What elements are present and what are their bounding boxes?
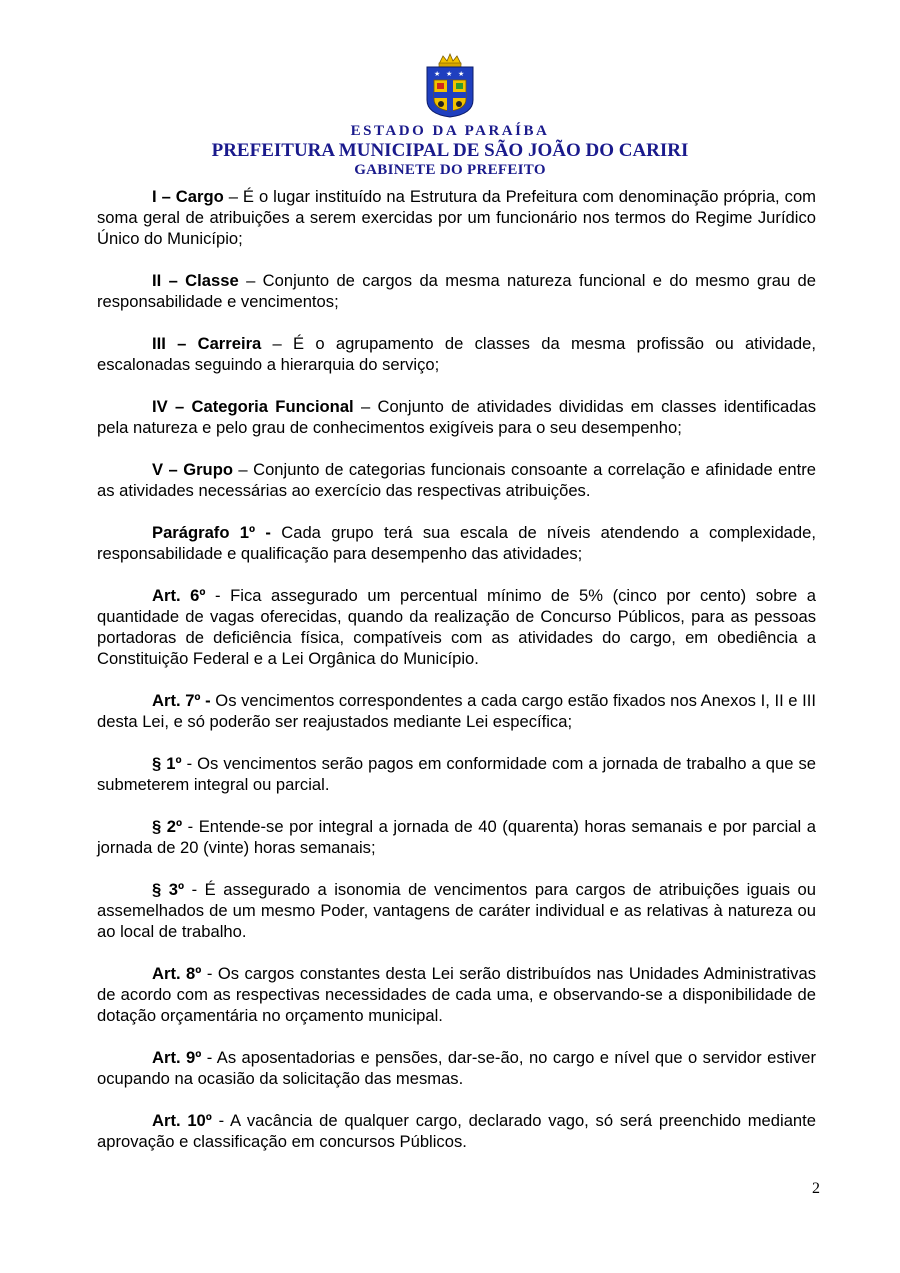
clause-text: – É o lugar instituído na Estrutura da Prefeitura com denominação própria, com soma geral de atribuições a serem exercidas por um funcionário nos termos do Regime Jurídico Único do Município; (97, 187, 816, 248)
clause-text: - Entende-se por integral a jornada de 40 (quarenta) horas semanais e por parcial a jornada de 20 (vinte) horas semanais; (97, 817, 816, 857)
article-7 (97, 690, 816, 732)
clause-label: III – Carreira (152, 334, 262, 353)
clause-label: Art. 7º - (152, 691, 211, 710)
svg-text:★: ★ (434, 70, 441, 78)
document-body (97, 186, 816, 1173)
clause-label: Art. 10º (152, 1111, 212, 1130)
clause-label: Art. 8º (152, 964, 202, 983)
municipality-name: PREFEITURA MUNICIPAL DE SÃO JOÃO DO CARIRI (211, 140, 689, 161)
section-2 (97, 816, 816, 858)
clause-label: IV – Categoria Funcional (152, 397, 354, 416)
clause-text: - A vacância de qualquer cargo, declarado vago, só será preenchido mediante aprovação e classificação em concursos Públicos. (97, 1111, 816, 1151)
svg-text:★: ★ (458, 70, 465, 78)
office-name: GABINETE DO PREFEITO (354, 162, 546, 178)
clause-label: Art. 9º (152, 1048, 202, 1067)
section-3 (97, 879, 816, 942)
clause-cargo (97, 186, 816, 249)
clause-text: - É assegurado a isonomia de vencimentos para cargos de atribuições iguais ou assemelhados de um mesmo Poder, vantagens de caráter individual e as relativas à natureza ou ao local de trabalho. (97, 880, 816, 941)
clause-label: Art. 6º (152, 586, 206, 605)
clause-text: – Conjunto de categorias funcionais consoante a correlação e afinidade entre as atividades necessárias ao exercício das respectivas atribuições. (97, 460, 816, 500)
clause-grupo (97, 459, 816, 501)
state-name: ESTADO DA PARAÍBA (350, 123, 550, 139)
clause-text: – Conjunto de cargos da mesma natureza funcional e do mesmo grau de responsabilidade e vencimentos; (97, 271, 816, 311)
clause-label: § 3º (152, 880, 185, 899)
clause-text: – É o agrupamento de classes da mesma profissão ou atividade, escalonadas seguindo a hierarquia do serviço; (97, 334, 816, 374)
clause-text: - Fica assegurado um percentual mínimo de 5% (cinco por cento) sobre a quantidade de vagas oferecidas, quando da realização de Concurso Públicos, para as pessoas portadoras de deficiência física, compatíveis com as atividades do cargo, em obediência a Constituição Federal e a Lei Orgânica do Município. (97, 586, 817, 668)
clause-categoria-funcional (97, 396, 816, 438)
page-number: 2 (812, 1180, 820, 1197)
clause-classe (97, 270, 816, 312)
clause-label: § 1º (152, 754, 182, 773)
clause-text: Os vencimentos correspondentes a cada cargo estão fixados nos Anexos I, II e III desta Lei, e só poderão ser reajustados mediante Lei específica; (97, 691, 816, 731)
clause-text: - As aposentadorias e pensões, dar-se-ão, no cargo e nível que o servidor estiver ocupando na ocasião da solicitação das mesmas. (97, 1048, 816, 1088)
clause-text: - Os cargos constantes desta Lei serão distribuídos nas Unidades Administrativas de acordo com as respectivas necessidades de cada uma, e observando-se a disponibilidade de dotação orçamentária no orçamento municipal. (97, 964, 816, 1025)
clause-text: Cada grupo terá sua escala de níveis atendendo a complexidade, responsabilidade e qualificação para desempenho das atividades; (97, 523, 816, 563)
clause-text: - Os vencimentos serão pagos em conformidade com a jornada de trabalho a que se submeterem integral ou parcial. (97, 754, 816, 794)
coat-of-arms-icon (423, 52, 477, 118)
clause-label: § 2º (152, 817, 183, 836)
letterhead (0, 52, 900, 178)
clause-text: – Conjunto de atividades divididas em classes identificadas pela natureza e pelo grau de conhecimentos exigíveis para o seu desempenho; (97, 397, 816, 437)
clause-label: II – Classe (152, 271, 239, 290)
article-10 (97, 1110, 816, 1152)
paragrafo-1 (97, 522, 816, 564)
article-6 (97, 585, 816, 669)
article-9 (97, 1047, 816, 1089)
clause-carreira (97, 333, 816, 375)
clause-label: I – Cargo (152, 187, 224, 206)
svg-text:★: ★ (446, 70, 453, 78)
article-8 (97, 963, 816, 1026)
section-1 (97, 753, 816, 795)
clause-label: V – Grupo (152, 460, 233, 479)
clause-label: Parágrafo 1º - (152, 523, 271, 542)
